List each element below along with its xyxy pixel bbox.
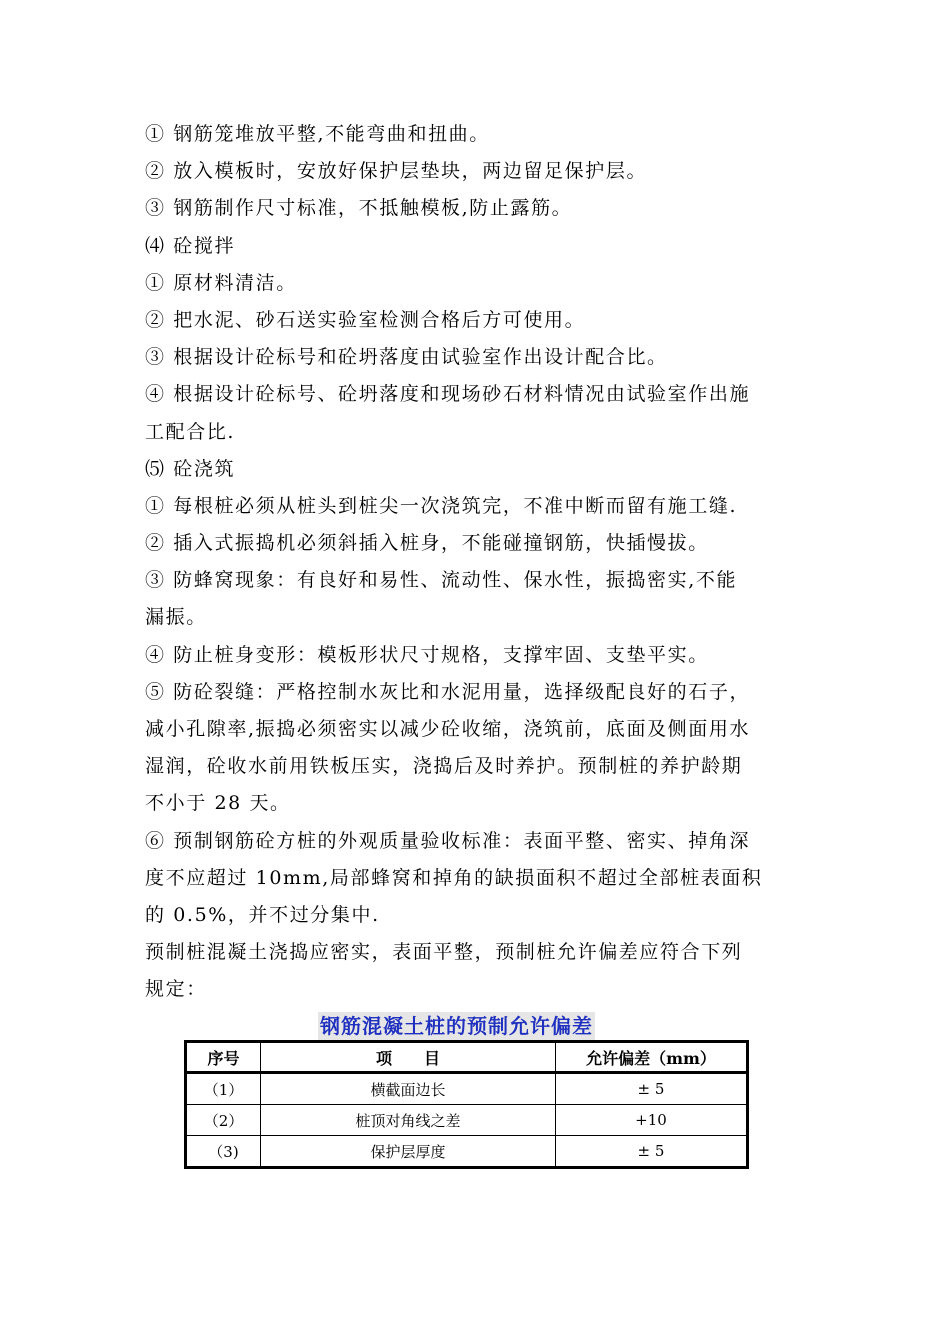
paragraph-line: 不小于 28 天。 <box>145 792 291 815</box>
paragraph-line: ③ 钢筋制作尺寸标准，不抵触模板,防止露筋。 <box>145 197 573 220</box>
paragraph-line: 度不应超过 10mm,局部蜂窝和掉角的缺损面积不超过全部桩表面积 <box>145 866 763 889</box>
paragraph-line: ③ 根据设计砼标号和砼坍落度由试验室作出设计配合比。 <box>145 346 668 369</box>
paragraph-line: 规定： <box>145 978 207 1001</box>
cell-tolerance: +10 <box>556 1105 748 1136</box>
section-heading: ⑸ 砼浇筑 <box>145 457 236 480</box>
table-row <box>186 1073 748 1105</box>
cell-index: （3) <box>186 1136 261 1168</box>
table-row <box>186 1105 748 1136</box>
table-title: 钢筋混凝土桩的预制允许偏差 <box>320 1014 593 1038</box>
table-header-row <box>186 1042 748 1073</box>
header-cell-tolerance: 允许偏差（mm） <box>556 1042 748 1073</box>
paragraph-line: 工配合比. <box>145 420 236 443</box>
header-cell-item: 项 目 <box>261 1042 556 1073</box>
paragraph-line: ① 原材料清洁。 <box>145 271 297 294</box>
paragraph-line: ② 把水泥、砂石送实验室检测合格后方可使用。 <box>145 308 586 331</box>
header-cell-index: 序号 <box>186 1042 261 1073</box>
paragraph-line: 漏振。 <box>145 606 207 629</box>
cell-index: （2） <box>186 1105 261 1136</box>
paragraph-line: ⑥ 预制钢筋砼方桩的外观质量验收标准：表面平整、密实、掉角深 <box>145 829 751 852</box>
paragraph-line: ② 放入模板时，安放好保护层垫块，两边留足保护层。 <box>145 160 648 183</box>
paragraph-line: ⑤ 防砼裂缝：严格控制水灰比和水泥用量，选择级配良好的石子， <box>145 680 751 703</box>
document-body <box>145 116 810 1009</box>
paragraph-line: ① 每根桩必须从桩头到桩尖一次浇筑完，不准中断而留有施工缝. <box>145 494 738 517</box>
section-heading: ⑷ 砼搅拌 <box>145 234 236 257</box>
cell-index: （1） <box>186 1073 261 1105</box>
cell-item: 桩顶对角线之差 <box>261 1105 556 1136</box>
cell-item: 保护层厚度 <box>261 1136 556 1168</box>
paragraph-line: ② 插入式振捣机必须斜插入桩身，不能碰撞钢筋，快插慢拔。 <box>145 532 709 555</box>
paragraph-line: ① 钢筋笼堆放平整,不能弯曲和扭曲。 <box>145 123 490 145</box>
cell-tolerance: ± 5 <box>556 1136 748 1168</box>
paragraph-line: 预制桩混凝土浇捣应密实，表面平整，预制桩允许偏差应符合下列 <box>145 941 743 964</box>
paragraph-line: ④ 防止桩身变形：模板形状尺寸规格，支撑牢固、支垫平实。 <box>145 643 709 666</box>
paragraph-line: ④ 根据设计砼标号、砼坍落度和现场砂石材料情况由试验室作出施 <box>145 383 751 406</box>
tolerance-table <box>184 1040 749 1169</box>
cell-tolerance: ± 5 <box>556 1073 748 1105</box>
table-row <box>186 1136 748 1168</box>
paragraph-line: 湿润，砼收水前用铁板压实，浇捣后及时养护。预制桩的养护龄期 <box>145 755 743 778</box>
cell-item: 横截面边长 <box>261 1073 556 1105</box>
paragraph-line: 减小孔隙率,振捣必须密实以减少砼收缩，浇筑前，底面及侧面用水 <box>145 718 751 740</box>
paragraph-line: ③ 防蜂窝现象：有良好和易性、流动性、保水性，振捣密实,不能 <box>145 569 738 592</box>
paragraph-line: 的 0.5%，并不过分集中. <box>145 903 380 926</box>
